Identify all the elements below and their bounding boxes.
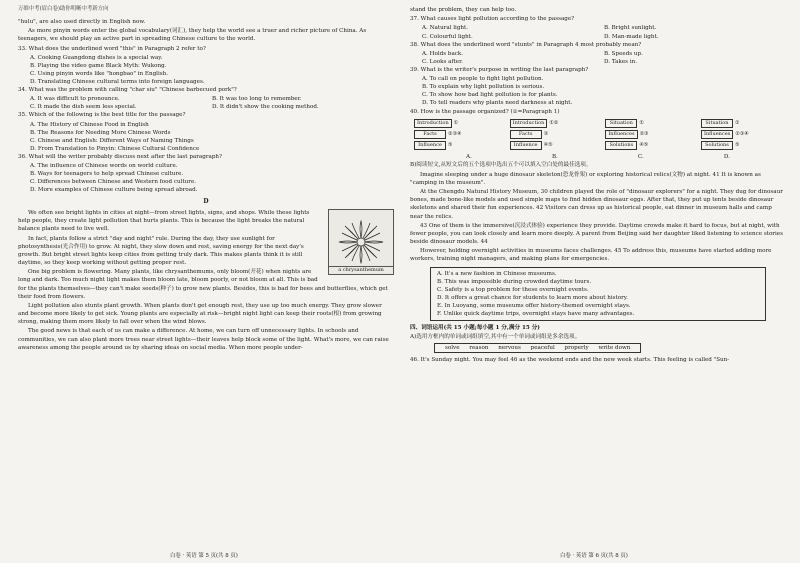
option: B. Bright sunlight. — [604, 25, 657, 32]
option: D. It didn't show the cooking method. — [212, 104, 319, 111]
paragraph-ref: ②③④ — [735, 130, 749, 137]
option: B. Speeds up. — [604, 50, 643, 57]
option-row — [410, 33, 786, 41]
word: reason — [469, 344, 489, 351]
paragraph: "hulu", are also used directly in English now. — [18, 18, 146, 25]
diagram-b — [510, 119, 595, 153]
diagram-box: Introduction — [510, 119, 548, 128]
option: B. The Reasons for Needing More Chinese Words — [30, 129, 171, 136]
word-bank — [434, 343, 641, 353]
paragraph: As more pinyin words enter the global vocabulary(词汇), they help the world see a truer and richer picture of China. As teenagers, we should play an active part in spreading Chinese culture to the world. — [18, 28, 367, 43]
page-header: 万维中考(眉白卷)助你明晰中考新方向 — [18, 6, 109, 12]
question-38: 38. What does the underlined word "stunts" in Paragraph 4 most probably mean? — [410, 41, 642, 48]
option: D. To tell readers why plants need darkness at night. — [422, 100, 573, 107]
chrysanthemum-icon — [335, 218, 387, 266]
diagram-box: Influence — [414, 141, 446, 150]
question-35: 35. Which of the following is the best title for the passage? — [18, 112, 186, 119]
paragraph: The good news is that each of us can make a difference. At home, we can turn off unnecessary lights. In schools and communities, we can also plant more trees near street lights—their leaves help block some of the light. What's more, we can raise awareness among the people around us by sharing ideas on social media. When more people under- — [18, 328, 389, 351]
option: E. In Luoyang, some museums offer history-themed overnight stays. — [437, 302, 631, 309]
option: C. Chinese and English: Different Ways of Naming Things — [30, 137, 194, 144]
option: D. Takes in. — [604, 58, 637, 65]
question-33: 33. What does the underlined word "this" in Paragraph 2 refer to? — [18, 45, 206, 52]
section-instruction: A)选用方框内的单词或词组填空,其中有一个单词或词组是多余选项。 — [410, 334, 581, 341]
options-box — [430, 267, 766, 322]
question-37: 37. What causes light pollution according to the passage? — [410, 16, 575, 23]
paragraph: Imagine sleeping under a huge dinosaur skeleton(恐龙骨架) or exploring historical relics(文物) at night. 41 It is known as "camping in the museum". — [410, 171, 761, 186]
option-row — [410, 24, 786, 32]
paragraph: In fact, plants follow a strict "day and night" rule. During the day, they use sunlight for photosynthesis(光合作用) to grow. At night, they slow down and rest, saving energy for the next day's growth. But bright street lights keep cities from getting truly dark. This makes plants think it is still daytime, so they keep working without getting proper rest. — [18, 235, 304, 267]
diagram-box: Introduction — [414, 119, 452, 128]
paragraph: We often see bright lights in cities at night—from street lights, signs, and shops. While these lights help people, they create light pollution that hurts plants. This is because the light breaks the natural balance plants need to live well. — [18, 210, 310, 233]
option: C. Colourful light. — [422, 33, 473, 40]
question-34: 34. What was the problem with calling "char siu" "Chinese barbecued pork"? — [18, 87, 237, 94]
paragraph: At the Chengdu Natural History Museum, 30 children played the role of "dinosaur explorers" for a night. They dug for dinosaur bones, made bone-like models and used simple maps to find hidden dinosaur eggs. After that, they put up tents beside dinosaur skeletons and shared their fun experiences. 42 Visitors can dress up as historical people, eat dinner in museum halls and camp near the relics. — [410, 189, 783, 220]
word: properly — [564, 344, 589, 351]
left-column — [18, 6, 394, 353]
option: C. To show how bad light pollution is for plants. — [422, 92, 558, 99]
paragraph-ref: ②③ — [639, 130, 649, 137]
option: C. It made the dish seem less special. — [30, 104, 137, 111]
section-title: D — [203, 197, 209, 205]
section-heading: 四、词语运用(共 15 小题;每小题 1 分,满分 15 分) — [410, 325, 540, 332]
option: D. Man-made light. — [604, 33, 659, 40]
word: peaceful — [530, 344, 555, 351]
paragraph-ref: ②③④ — [448, 130, 462, 137]
option: B. Ways for teenagers to help spread Chinese culture. — [30, 171, 184, 178]
paragraph-ref: ① — [734, 119, 740, 126]
option: A. It's a new fashion in Chinese museums. — [437, 270, 557, 277]
diagram-label: D. — [723, 154, 730, 161]
diagram-labels — [410, 153, 786, 161]
diagram-box: Influence — [510, 141, 542, 150]
option: D. It offers a great chance for students to learn more about history. — [437, 294, 628, 301]
paragraph-ref: ① — [453, 119, 459, 126]
diagram-c — [605, 119, 690, 153]
diagram-box: Facts — [414, 130, 446, 139]
option-row — [410, 50, 786, 58]
image-caption: a chrysanthemum — [329, 266, 393, 274]
word: nervous — [498, 344, 521, 351]
option: B. This was impossible during crowded daytime tours. — [437, 278, 592, 285]
option: A. It was difficult to pronounce. — [30, 96, 120, 103]
paragraph-ref: ⑤ — [448, 142, 453, 149]
question-36: 36. What will the writer probably discuss next after the last paragraph? — [18, 153, 223, 160]
paragraph-ref: ③ — [543, 130, 549, 137]
option: A. Cooking Guangdong dishes is a special way. — [30, 54, 163, 61]
diagram-label: B. — [551, 154, 558, 161]
paragraph: Light pollution also stunts plant growth. When plants don't get enough rest, they use up too much energy. They grow slower and become more likely to get sick. Young plants are especially at risk—bright night light can keep their roots(根) from growing strong, making them more likely to fall over when the wind blows. — [18, 302, 382, 326]
paragraph: One big problem is flowering. Many plants, like chrysanthemums, only bloom(开花) when nights are long and dark. Too much night light makes them bloom late, bloom poorly, or not bloom at all. This is bad for the plants themselves—they can't make seeds(种子) to grow new plants. Besides, this is bad for bees and butterflies, which get their food from flowers. — [18, 269, 388, 300]
question-39: 39. What is the writer's purpose in writing the last paragraph? — [410, 66, 589, 73]
option: B. It was too long to remember. — [212, 96, 302, 103]
option: A. The influence of Chinese words on world culture. — [30, 163, 178, 170]
chrysanthemum-image — [328, 209, 394, 275]
paragraph: 43 One of them is the immersive(沉浸式体验) experience they provide. Daytime crowds make it hard to focus, but at night, with fewer people, you can look closely and learn more deeply. A parent from Beijing said her daughter liked listening to science stories beside dinosaur models. 44 — [410, 222, 783, 246]
question-40: 40. How is the passage organized? (①=Paragraph 1) — [410, 108, 560, 115]
paragraph-ref: ①② — [549, 119, 559, 126]
option: C. Safety is a top problem for these overnight events. — [437, 286, 589, 293]
paragraph-ref: ④⑤ — [543, 142, 553, 149]
question-46: 46. It's Sunday night. You may feel 46 as the weekend ends and the new week starts. This feeling is called "Sun- — [410, 356, 730, 363]
option: A. The History of Chinese Food in English — [30, 121, 149, 128]
diagram-box: Situation — [701, 119, 733, 128]
option: A. Natural light. — [422, 25, 469, 32]
section-instruction: B)阅读短文,从短文后的五个选项中选出五个可以填入空白处的最佳选项。 — [410, 162, 592, 169]
option: A. To call on people to fight light pollution. — [422, 76, 544, 83]
page-footer-right: 白卷 · 英语 第 6 页(共 8 页) — [560, 553, 628, 560]
paragraph-ref: ⑤ — [734, 142, 740, 149]
diagram-box: Solutions — [701, 141, 733, 150]
diagram-box: Facts — [510, 130, 542, 139]
word: write down — [598, 344, 631, 351]
diagram-box: Influences — [701, 130, 733, 139]
page-footer-left: 白卷 · 英语 第 5 页(共 8 页) — [170, 553, 238, 560]
paragraph-ref: ① — [639, 119, 644, 126]
option: B. To explain why light pollution is serious. — [422, 84, 545, 91]
option: C. Differences between Chinese and Western food culture. — [30, 179, 197, 186]
diagram-a — [414, 119, 499, 153]
option: D. More examples of Chinese culture being spread abroad. — [30, 187, 198, 194]
diagram-box: Influences — [605, 130, 637, 139]
paragraph-ref: ④⑤ — [639, 142, 649, 149]
diagram-d — [701, 119, 786, 153]
option-row — [410, 58, 786, 66]
diagram-label: A. — [466, 154, 472, 161]
diagram-label: C. — [637, 154, 644, 161]
paragraph: However, holding overnight activities in museums faces challenges. 45 To address this, museums have started adding more workers, training night managers, and making plans for emergencies. — [410, 248, 772, 263]
option: C. Using pinyin words like "hongbao" in English. — [30, 70, 169, 77]
option: D. From Translation to Pinyin: Chinese Cultural Confidence — [30, 145, 200, 152]
paragraph: stand the problem, they can help too. — [410, 7, 517, 13]
option: D. Translating Chinese cultural terms into foreign languages. — [30, 78, 205, 85]
organization-diagrams — [410, 119, 786, 153]
option: F. Unlike quick daytime trips, overnight stays have many advantages. — [437, 311, 635, 318]
option-row — [18, 95, 394, 103]
diagram-box: Solutions — [605, 141, 637, 150]
option: B. Playing the video game Black Myth: Wukong. — [30, 62, 167, 69]
option-row — [18, 103, 394, 111]
right-column — [410, 6, 786, 365]
option: A. Holds back. — [422, 50, 464, 57]
option: C. Looks after. — [422, 58, 463, 65]
diagram-box: Situation — [605, 119, 637, 128]
word: solve — [445, 344, 460, 351]
